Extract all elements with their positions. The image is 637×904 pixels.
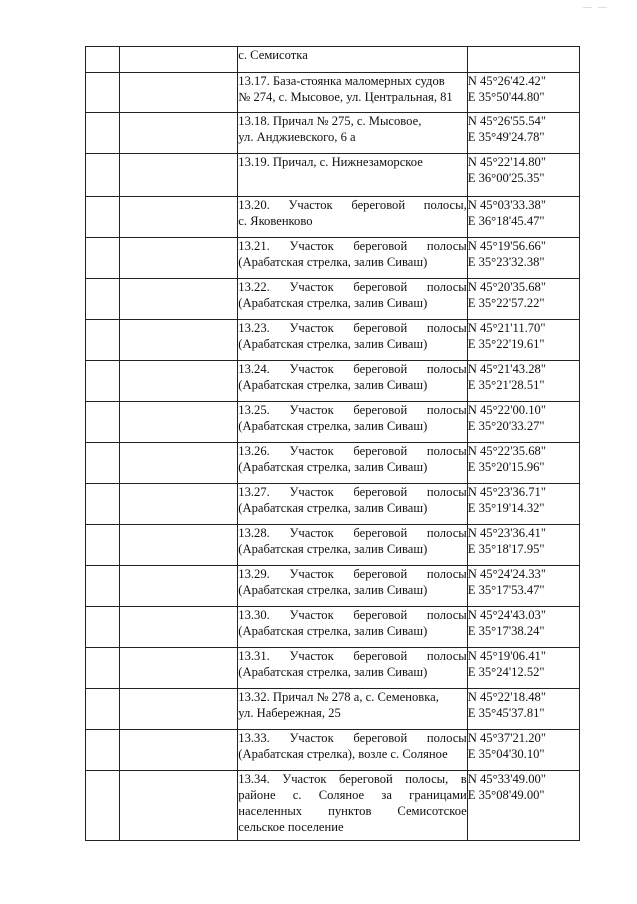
location-name-cell [238,279,467,320]
longitude-value: E 35°20'33.27" [467,419,545,433]
empty-cell [86,197,120,238]
empty-cell [86,689,120,730]
empty-cell [86,730,120,771]
location-name-line: (Арабатская стрелка), возле с. Соляное [238,747,448,761]
location-name-line: 13.23. Участок береговой полосы [238,321,467,335]
table-row [86,113,580,154]
empty-cell [86,238,120,279]
location-name-cell [238,648,467,689]
latitude-value: N 45°24'24.33" [467,567,546,581]
coordinates-cell [467,279,579,320]
location-name-line: районе с. Соляное за границами [238,788,467,802]
location-name-line: 13.19. Причал, с. Нижнезаморское [238,155,423,169]
empty-cell [120,320,238,361]
empty-cell [86,566,120,607]
longitude-value: E 35°19'14.32" [467,501,545,515]
location-name-cell [238,566,467,607]
table-row [86,361,580,402]
location-name-cell [238,525,467,566]
location-name-line: (Арабатская стрелка, залив Сиваш) [238,665,428,679]
empty-cell [120,47,238,73]
latitude-value: N 45°24'43.03" [467,608,546,622]
table-row [86,689,580,730]
coordinates-cell [467,648,579,689]
location-name-line: 13.27. Участок береговой полосы [238,485,467,499]
coordinates-cell [467,361,579,402]
location-name-cell [238,47,467,73]
coordinates-cell [467,730,579,771]
longitude-value: E 35°50'44.80" [467,90,545,104]
location-name-cell [238,320,467,361]
empty-cell [120,113,238,154]
table-row [86,279,580,320]
empty-cell [86,47,120,73]
location-name-line: (Арабатская стрелка, залив Сиваш) [238,296,428,310]
table-row [86,525,580,566]
table-row [86,402,580,443]
location-name-line: 13.24. Участок береговой полосы [238,362,467,376]
coordinates-cell [467,771,579,841]
registry-table [85,46,580,841]
longitude-value: E 35°17'53.47" [467,583,545,597]
longitude-value: E 35°08'49.00" [467,788,545,802]
location-name-line: 13.21. Участок береговой полосы [238,239,467,253]
coordinates-cell [467,73,579,113]
longitude-value: E 36°00'25.35" [467,171,545,185]
location-name-line: (Арабатская стрелка, залив Сиваш) [238,337,428,351]
coordinates-cell [467,197,579,238]
coordinates-cell [467,402,579,443]
table-row [86,443,580,484]
location-name-line: ул. Анджиевского, 6 а [238,130,356,144]
empty-cell [86,320,120,361]
coordinates-cell [467,566,579,607]
location-name-cell [238,238,467,279]
coordinates-cell [467,320,579,361]
coordinates-cell [467,607,579,648]
empty-cell [120,566,238,607]
location-name-cell [238,607,467,648]
latitude-value: N 45°22'35.68" [467,444,546,458]
location-name-line: 13.20. Участок береговой полосы, [238,198,467,212]
latitude-value: N 45°21'43.28" [467,362,546,376]
longitude-value: E 35°17'38.24" [467,624,545,638]
latitude-value: N 45°26'55.54" [467,114,546,128]
location-name-cell [238,730,467,771]
location-name-cell [238,484,467,525]
longitude-value: E 35°23'32.38" [467,255,545,269]
coordinates-cell [467,154,579,197]
empty-cell [86,771,120,841]
location-name-line: 13.22. Участок береговой полосы [238,280,467,294]
longitude-value: E 35°20'15.96" [467,460,545,474]
coordinates-cell [467,443,579,484]
empty-cell [120,197,238,238]
empty-cell [120,607,238,648]
empty-cell [120,771,238,841]
location-name-line: с. Семисотка [238,48,308,62]
empty-cell [86,484,120,525]
longitude-value: E 35°22'57.22" [467,296,545,310]
latitude-value: N 45°22'14.80" [467,155,546,169]
coordinates-cell [467,689,579,730]
empty-cell [120,648,238,689]
table-row [86,73,580,113]
table-row [86,484,580,525]
empty-cell [120,443,238,484]
coordinates-cell [467,525,579,566]
location-name-cell [238,402,467,443]
location-name-cell [238,113,467,154]
latitude-value: N 45°33'49.00" [467,772,546,786]
empty-cell [120,73,238,113]
latitude-value: N 45°20'35.68" [467,280,546,294]
empty-cell [86,279,120,320]
location-name-line: (Арабатская стрелка, залив Сиваш) [238,460,428,474]
location-name-line: сельское поселение [238,820,344,834]
location-name-line: (Арабатская стрелка, залив Сиваш) [238,501,428,515]
location-name-line: (Арабатская стрелка, залив Сиваш) [238,624,428,638]
empty-cell [120,279,238,320]
location-name-line: (Арабатская стрелка, залив Сиваш) [238,255,428,269]
table-row [86,320,580,361]
corner-mark: — — [582,2,609,12]
location-name-cell [238,154,467,197]
location-name-cell [238,771,467,841]
empty-cell [86,443,120,484]
location-name-cell [238,361,467,402]
empty-cell [86,361,120,402]
latitude-value: N 45°22'18.48" [467,690,546,704]
location-name-line: 13.30. Участок береговой полосы [238,608,467,622]
longitude-value: E 35°22'19.61" [467,337,545,351]
empty-cell [120,238,238,279]
latitude-value: N 45°23'36.41" [467,526,546,540]
location-name-line: (Арабатская стрелка, залив Сиваш) [238,583,428,597]
empty-cell [86,154,120,197]
table-row [86,607,580,648]
table-row [86,771,580,841]
table-row [86,648,580,689]
registry-table-body [86,47,580,841]
longitude-value: E 35°18'17.95" [467,542,545,556]
longitude-value: E 35°45'37.81" [467,706,545,720]
location-name-cell [238,197,467,238]
empty-cell [120,689,238,730]
location-name-line: 13.17. База-стоянка маломерных судов [238,74,445,88]
longitude-value: E 35°04'30.10" [467,747,545,761]
location-name-line: ул. Набережная, 25 [238,706,341,720]
location-name-line: 13.29. Участок береговой полосы [238,567,467,581]
empty-cell [86,648,120,689]
location-name-line: (Арабатская стрелка, залив Сиваш) [238,419,428,433]
location-name-line: 13.33. Участок береговой полосы [238,731,467,745]
table-row [86,238,580,279]
empty-cell [120,484,238,525]
coordinates-cell [467,47,579,73]
table-row [86,730,580,771]
coordinates-cell [467,484,579,525]
location-name-line: (Арабатская стрелка, залив Сиваш) [238,542,428,556]
empty-cell [120,402,238,443]
location-name-line: 13.26. Участок береговой полосы [238,444,467,458]
longitude-value: E 35°49'24.78" [467,130,545,144]
latitude-value: N 45°26'42.42" [467,74,546,88]
location-name-line: 13.31. Участок береговой полосы [238,649,467,663]
empty-cell [86,73,120,113]
empty-cell [120,730,238,771]
table-row [86,154,580,197]
latitude-value: N 45°19'06.41" [467,649,546,663]
latitude-value: N 45°23'36.71" [467,485,546,499]
location-name-line: 13.34. Участок береговой полосы, в [238,772,467,786]
latitude-value: N 45°19'56.66" [467,239,546,253]
location-name-cell [238,689,467,730]
table-row [86,197,580,238]
location-name-line: (Арабатская стрелка, залив Сиваш) [238,378,428,392]
empty-cell [86,607,120,648]
table-row [86,566,580,607]
longitude-value: E 36°18'45.47" [467,214,545,228]
location-name-line: населенных пунктов Семисотское [238,804,467,818]
empty-cell [120,154,238,197]
longitude-value: E 35°24'12.52" [467,665,545,679]
latitude-value: N 45°37'21.20" [467,731,546,745]
location-name-line: 13.32. Причал № 278 а, с. Семеновка, [238,690,439,704]
empty-cell [86,525,120,566]
latitude-value: N 45°03'33.38" [467,198,546,212]
location-name-line: 13.25. Участок береговой полосы [238,403,467,417]
location-name-line: 13.28. Участок береговой полосы [238,526,467,540]
empty-cell [120,525,238,566]
empty-cell [120,361,238,402]
empty-cell [86,402,120,443]
location-name-cell [238,73,467,113]
location-name-line: с. Яковенково [238,214,313,228]
latitude-value: N 45°21'11.70" [467,321,546,335]
location-name-cell [238,443,467,484]
latitude-value: N 45°22'00.10" [467,403,546,417]
coordinates-cell [467,238,579,279]
empty-cell [86,113,120,154]
coordinates-cell [467,113,579,154]
location-name-line: № 274, с. Мысовое, ул. Центральная, 81 [238,90,453,104]
location-name-line: 13.18. Причал № 275, с. Мысовое, [238,114,422,128]
table-row [86,47,580,73]
longitude-value: E 35°21'28.51" [467,378,545,392]
